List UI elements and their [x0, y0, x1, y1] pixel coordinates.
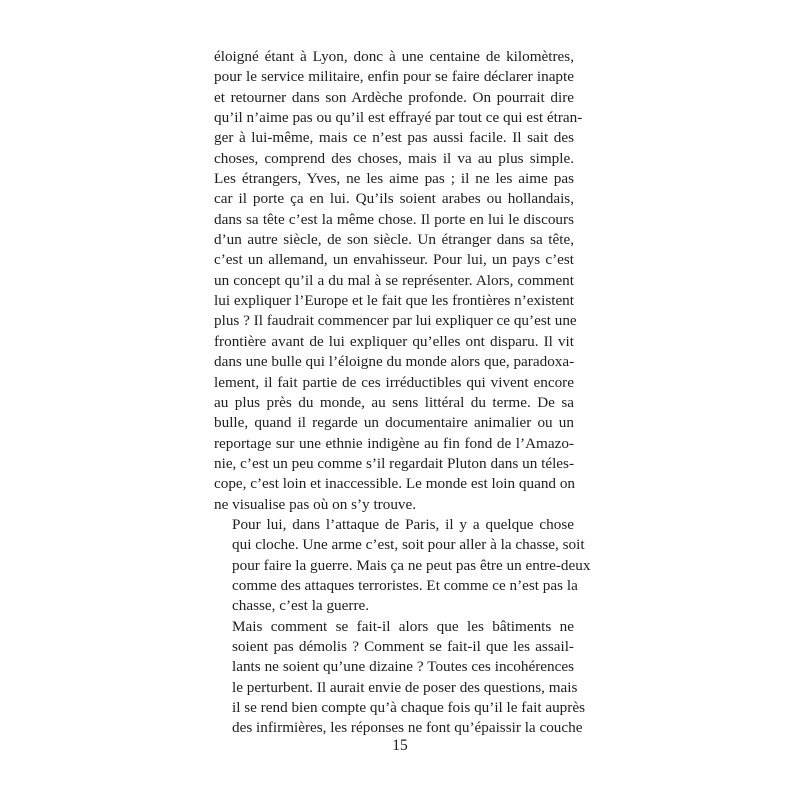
paragraph	[214, 515, 591, 617]
text-line: dans sa tête c’est la même chose. Il porte en lui le discours	[214, 210, 574, 228]
text-line: d’un autre siècle, de son siècle. Un étranger dans sa tête,	[214, 231, 574, 249]
text-line: un concept qu’il a du mal à se représenter. Alors, comment	[214, 271, 574, 289]
text-line: pour le service militaire, enfin pour se faire déclarer inapte	[214, 68, 574, 86]
text-line: et retourner dans son Ardèche profonde. On pourrait dire	[214, 88, 574, 106]
text-line: chasse, c’est la guerre.	[232, 597, 370, 615]
text-line: qui cloche. Une arme c’est, soit pour aller à la chasse, soit	[232, 536, 585, 554]
text-line: éloigné étant à Lyon, donc à une centaine de kilomètres,	[214, 48, 574, 65]
paragraph	[214, 47, 583, 515]
text-line: des infirmières, les réponses ne font qu’épaissir la couche	[232, 719, 583, 737]
text-line: le perturbent. Il aurait envie de poser des questions, mais	[232, 678, 578, 696]
text-line: bulle, quand il regarde un documentaire animalier ou un	[214, 414, 574, 432]
text-line: comme des attaques terroristes. Et comme ce n’est pas la	[232, 576, 578, 594]
text-line: ne visualise pas où on s’y trouve.	[214, 495, 417, 513]
text-line: lui expliquer l’Europe et le fait que les frontières n’existent	[214, 292, 574, 310]
body-text	[214, 47, 591, 739]
text-line: nie, c’est un peu comme s’il regardait Pluton dans un téles-	[214, 454, 574, 472]
page-number: 15	[392, 737, 408, 754]
text-line: Pour lui, dans l’attaque de Paris, il y a quelque chose	[232, 515, 574, 533]
text-line: Les étrangers, Yves, ne les aime pas ; il ne les aime pas	[214, 170, 574, 188]
paragraph	[214, 617, 585, 739]
text-line: car il porte ça en lui. Qu’ils soient arabes ou hollandais,	[214, 190, 574, 208]
text-line: pour faire la guerre. Mais ça ne peut pas être un entre-deux	[232, 556, 591, 574]
text-line: cope, c’est loin et inaccessible. Le monde est loin quand on	[214, 475, 576, 493]
text-line: plus ? Il faudrait commencer par lui expliquer ce qu’est une	[214, 312, 577, 330]
text-line: reportage sur une ethnie indigène au fin fond de l’Amazo-	[214, 434, 574, 452]
text-line: lants ne soient qu’une dizaine ? Toutes ces incohérences	[232, 658, 574, 676]
text-line: choses, comprend des choses, mais il va au plus simple.	[214, 149, 574, 167]
text-line: au plus près du monde, au sens littéral du terme. De sa	[214, 393, 574, 411]
text-line: frontière avant de lui expliquer qu’elles ont disparu. Il vit	[214, 332, 574, 350]
text-line: soient pas démolis ? Comment se fait-il que les assail-	[232, 637, 574, 655]
text-line: dans une bulle qui l’éloigne du monde alors que, paradoxa-	[214, 353, 575, 371]
text-line: c’est un allemand, un envahisseur. Pour lui, un pays c’est	[214, 251, 574, 269]
text-line: il se rend bien compte qu’à chaque fois qu’il le fait auprès	[232, 699, 585, 716]
text-line: ger à lui-même, mais ce n’est pas aussi facile. Il sait des	[214, 129, 574, 147]
text-line: Mais comment se fait-il alors que les bâtiments ne	[232, 617, 574, 635]
text-line: qu’il n’aime pas ou qu’il est effrayé par tout ce qui est étran-	[214, 109, 583, 127]
text-line: lement, il fait partie de ces irréductibles qui vivent encore	[214, 373, 574, 391]
